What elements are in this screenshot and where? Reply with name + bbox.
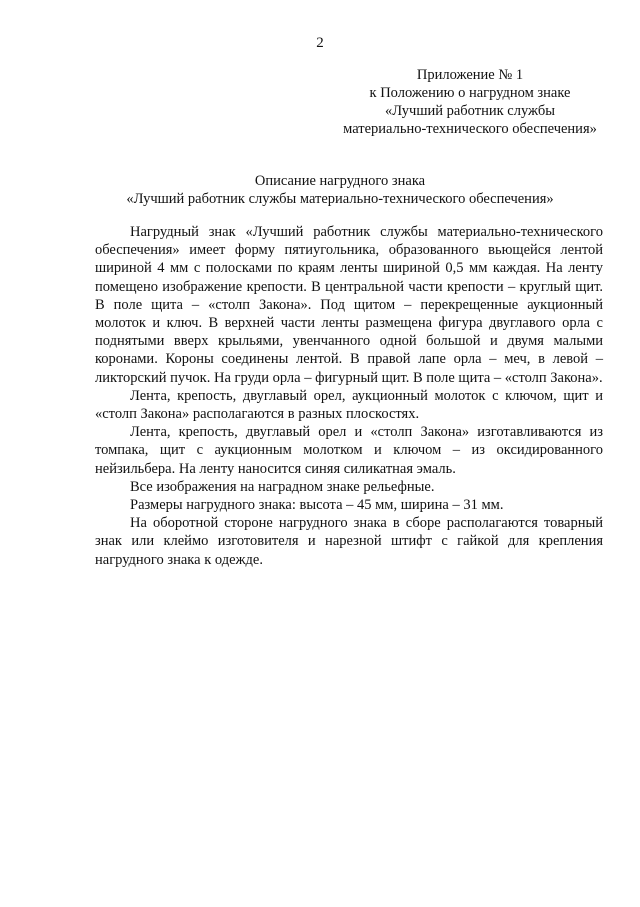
- paragraph-materials: Лента, крепость, двуглавый орел и «столп Закона» изготавливаются из томпака, щит с аукционным молотком и ключом – из оксидированного нейзильбера. На ленту наносится синяя силикатная эмаль.: [95, 424, 603, 477]
- page-number: 2: [316, 35, 324, 51]
- appendix-line-1: Приложение № 1: [416, 67, 524, 83]
- document-title: [80, 172, 600, 208]
- appendix-line-3: «Лучший работник службы: [385, 103, 555, 119]
- appendix-line-2: к Положению о нагрудном знаке: [369, 85, 571, 101]
- title-line-1: Описание нагрудного знака: [254, 173, 426, 189]
- appendix-header: [330, 66, 610, 138]
- title-line-2: «Лучший работник службы материально-технического обеспечения»: [126, 191, 554, 207]
- appendix-line-4: материально-технического обеспечения»: [343, 121, 597, 137]
- paragraph-description: Нагрудный знак «Лучший работник службы материально-технического обеспечения» имеет форму пятиугольника, образованного вьющейся лентой шириной 4 мм с полосками по краям ленты шириной 0,5 мм каждая. На ленту помещено изображение крепости. В центральной части крепости – круглый щит. В поле щита – «столп Закона». Под щитом – перекрещенные аукционный молоток и ключ. В верхней части ленты размещена фигура двуглавого орла с поднятыми вверх крыльями, увенчанного одной большой и двумя малыми коронами. Короны соединены лентой. В правой лапе орла – меч, в левой – ликторский пучок. На груди орла – фигурный щит. В поле щита – «столп Закона».: [95, 224, 603, 386]
- paragraph-dimensions: Размеры нагрудного знака: высота – 45 мм, ширина – 31 мм.: [130, 497, 504, 514]
- paragraph-relief: Все изображения на наградном знаке рельефные.: [130, 478, 435, 495]
- paragraph-planes: Лента, крепость, двуглавый орел, аукционный молоток с ключом, щит и «столп Закона» располагаются в разных плоскостях.: [95, 387, 603, 423]
- paragraph-reverse-side: На оборотной стороне нагрудного знака в сборе располагаются товарный знак или клеймо изготовителя и нарезной штифт с гайкой для крепления нагрудного знака к одежде.: [95, 515, 603, 568]
- document-body: [95, 223, 603, 569]
